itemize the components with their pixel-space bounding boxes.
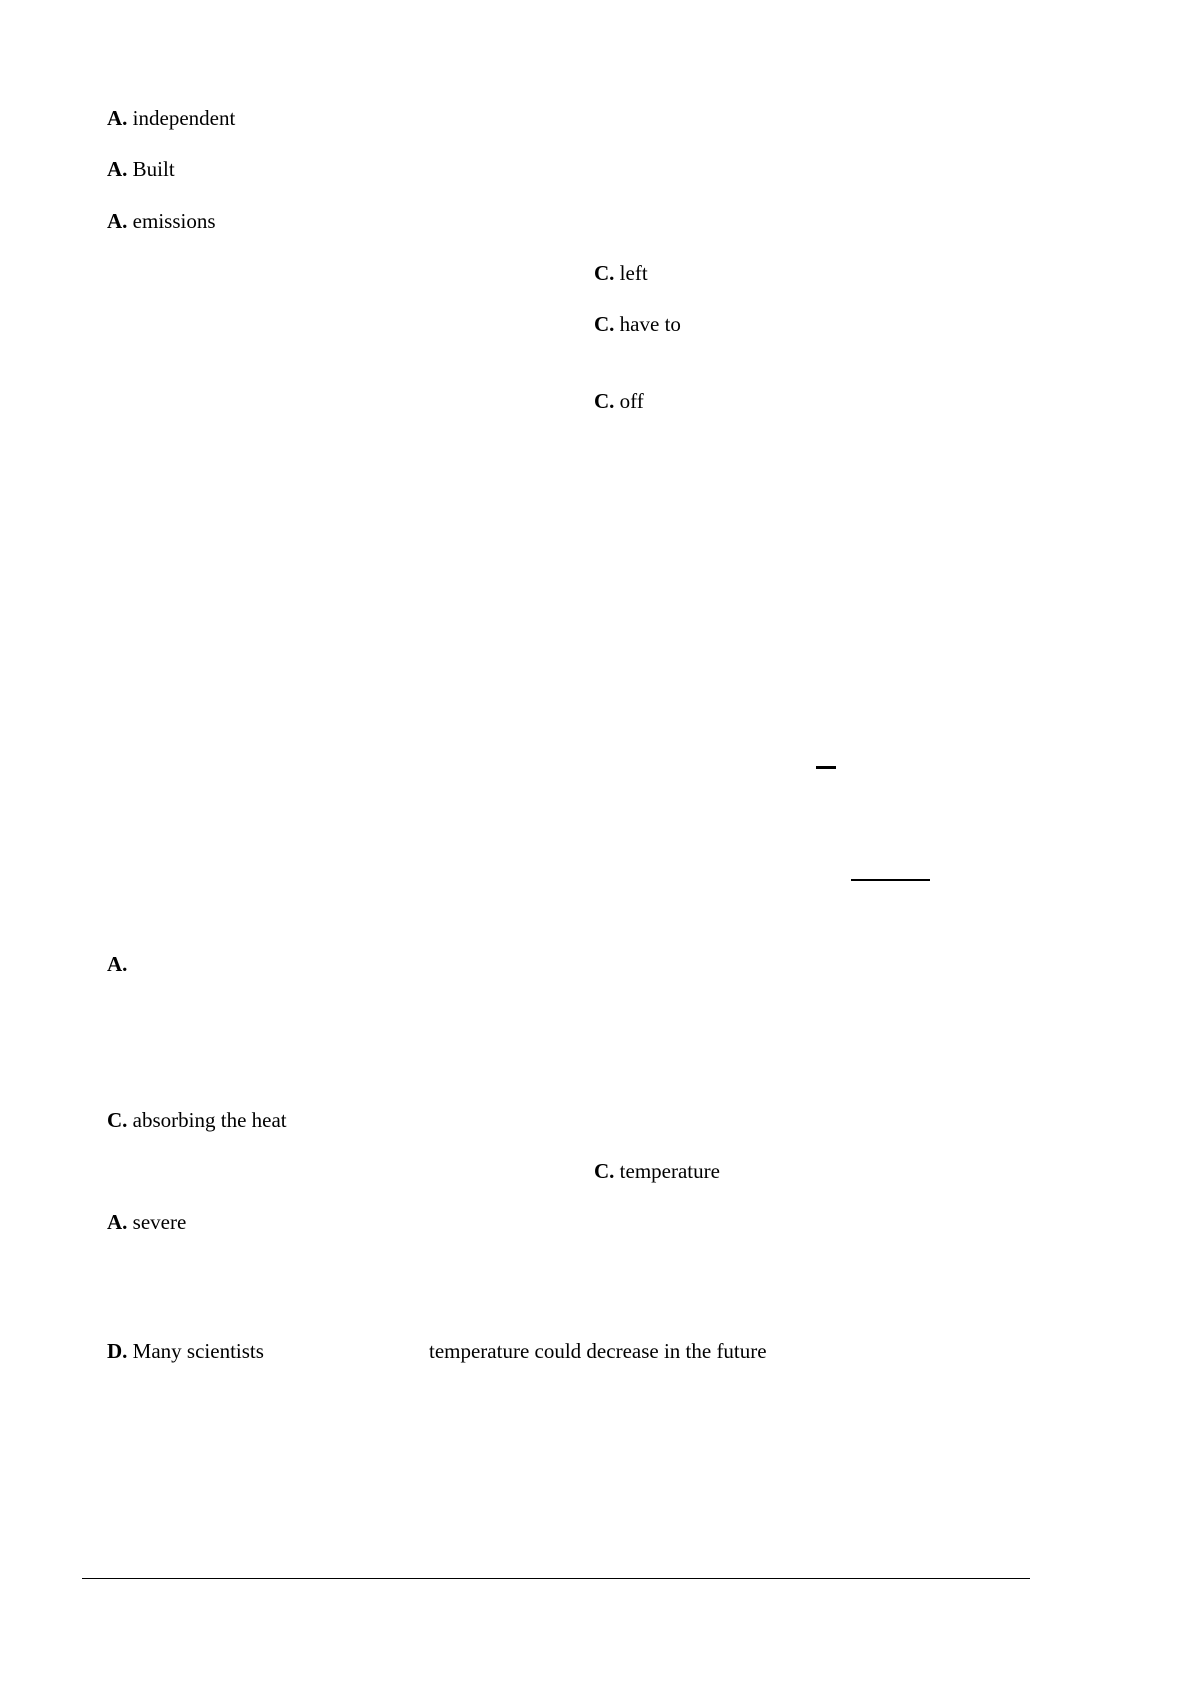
answer-option-line (107, 157, 175, 182)
answer-option-line (594, 261, 648, 286)
option-text: Built (132, 157, 175, 181)
option-text: Many scientists (132, 1339, 264, 1363)
answer-option-line (107, 1108, 287, 1133)
answer-option-line (107, 952, 127, 977)
option-label: A. (107, 209, 133, 233)
answer-option-line (594, 312, 681, 337)
option-label: C. (594, 261, 620, 285)
answer-option-line (594, 1159, 720, 1184)
option-label: C. (107, 1108, 133, 1132)
option-label: C. (594, 389, 620, 413)
option-text: emissions (132, 209, 216, 233)
option-label: C. (594, 1159, 620, 1183)
option-label: A. (107, 1210, 133, 1234)
answer-option-line (107, 209, 216, 234)
option-text: off (619, 389, 644, 413)
answer-option-line (107, 106, 235, 131)
option-label: A. (107, 952, 128, 976)
option-text: absorbing the heat (132, 1108, 287, 1132)
forecast-fragment-text: temperature could decrease in the future (429, 1339, 767, 1363)
option-label: D. (107, 1339, 133, 1363)
option-text: temperature (619, 1159, 720, 1183)
footer-divider (82, 1578, 1030, 1579)
option-text: have to (619, 312, 681, 336)
blank-underline-mark (851, 879, 930, 881)
answer-option-line (107, 1210, 186, 1235)
answer-option-line (594, 389, 644, 414)
option-text: independent (132, 106, 236, 130)
option-text: severe (132, 1210, 187, 1234)
em-dash-mark (816, 766, 836, 769)
answer-option-line (107, 1339, 264, 1364)
option-text: left (619, 261, 648, 285)
option-label: C. (594, 312, 620, 336)
option-label: A. (107, 106, 133, 130)
option-label: A. (107, 157, 133, 181)
